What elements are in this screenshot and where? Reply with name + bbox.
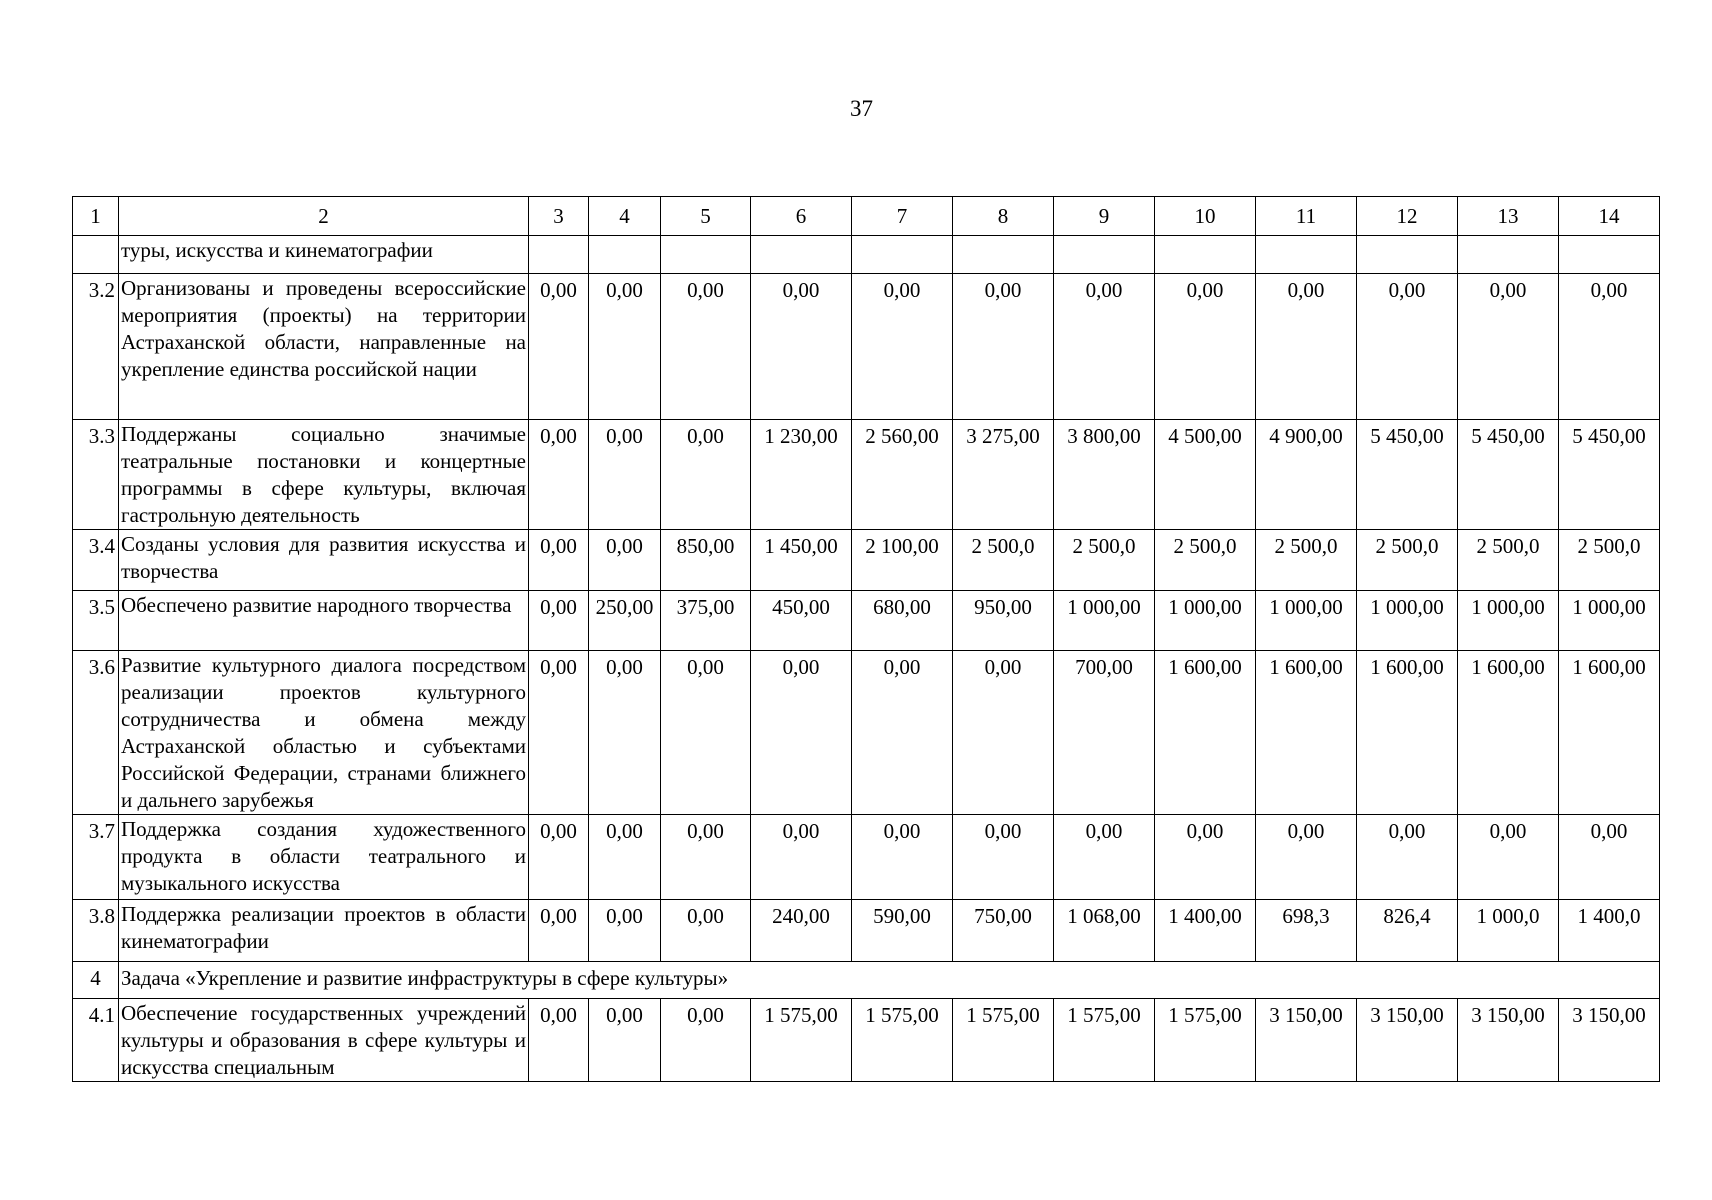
value-cell-col-4 xyxy=(589,236,661,274)
value-cell-col-9: 0,00 xyxy=(1054,274,1155,420)
row-number: 3.8 xyxy=(73,900,119,962)
column-header-2: 2 xyxy=(119,197,529,236)
row-number: 3.6 xyxy=(73,651,119,815)
value-cell-col-6: 0,00 xyxy=(751,815,852,900)
value-cell-col-7: 590,00 xyxy=(852,900,953,962)
column-header-3: 3 xyxy=(529,197,589,236)
row-number: 3.3 xyxy=(73,420,119,530)
value-cell-col-4: 0,00 xyxy=(589,900,661,962)
value-cell-col-4: 0,00 xyxy=(589,274,661,420)
row-number: 4.1 xyxy=(73,999,119,1082)
value-cell-col-11: 0,00 xyxy=(1256,815,1357,900)
value-cell-col-9: 1 068,00 xyxy=(1054,900,1155,962)
value-cell-col-3 xyxy=(529,236,589,274)
row-number: 3.5 xyxy=(73,591,119,651)
column-header-5: 5 xyxy=(661,197,751,236)
value-cell-col-12: 3 150,00 xyxy=(1357,999,1458,1082)
value-cell-col-11: 1 000,00 xyxy=(1256,591,1357,651)
row-description: Поддержка создания художественного продукта в области театрального и музыкального искусства xyxy=(119,815,529,900)
row-description: Поддержка реализации проектов в области кинематографии xyxy=(119,900,529,962)
value-cell-col-14: 0,00 xyxy=(1559,815,1660,900)
value-cell-col-9: 1 575,00 xyxy=(1054,999,1155,1082)
task-row xyxy=(73,962,1660,999)
row-description: Поддержаны социально значимые театральные постановки и концертные программы в сфере культуры, включая гастрольную деятельность xyxy=(119,420,529,530)
value-cell-col-6: 1 575,00 xyxy=(751,999,852,1082)
value-cell-col-6: 1 450,00 xyxy=(751,530,852,591)
row-number xyxy=(73,236,119,274)
value-cell-col-7: 680,00 xyxy=(852,591,953,651)
value-cell-col-11: 0,00 xyxy=(1256,274,1357,420)
value-cell-col-9: 1 000,00 xyxy=(1054,591,1155,651)
value-cell-col-7 xyxy=(852,236,953,274)
column-header-12: 12 xyxy=(1357,197,1458,236)
value-cell-col-13: 1 000,00 xyxy=(1458,591,1559,651)
table-row xyxy=(73,530,1660,591)
value-cell-col-8: 0,00 xyxy=(953,651,1054,815)
value-cell-col-3: 0,00 xyxy=(529,591,589,651)
value-cell-col-11: 2 500,0 xyxy=(1256,530,1357,591)
page-number: 37 xyxy=(850,96,873,121)
value-cell-col-6: 0,00 xyxy=(751,274,852,420)
value-cell-col-12: 0,00 xyxy=(1357,815,1458,900)
row-description: Организованы и проведены всероссийские мероприятия (проекты) на территории Астраханской области, направленные на укрепление единства российской нации xyxy=(119,274,529,420)
value-cell-col-10 xyxy=(1155,236,1256,274)
value-cell-col-8: 950,00 xyxy=(953,591,1054,651)
value-cell-col-11 xyxy=(1256,236,1357,274)
value-cell-col-14: 0,00 xyxy=(1559,274,1660,420)
header-row xyxy=(73,197,1660,236)
value-cell-col-7: 2 560,00 xyxy=(852,420,953,530)
value-cell-col-4: 0,00 xyxy=(589,651,661,815)
value-cell-col-7: 1 575,00 xyxy=(852,999,953,1082)
row-description: Развитие культурного диалога посредством реализации проектов культурного сотрудничества и обмена между Астраханской областью и субъектами Российской Федерации, странами ближнего и дальнего зарубежья xyxy=(119,651,529,815)
value-cell-col-13: 1 600,00 xyxy=(1458,651,1559,815)
value-cell-col-6: 450,00 xyxy=(751,591,852,651)
value-cell-col-9: 0,00 xyxy=(1054,815,1155,900)
value-cell-col-8: 0,00 xyxy=(953,274,1054,420)
value-cell-col-4: 250,00 xyxy=(589,591,661,651)
value-cell-col-6: 1 230,00 xyxy=(751,420,852,530)
value-cell-col-4: 0,00 xyxy=(589,815,661,900)
value-cell-col-12: 1 000,00 xyxy=(1357,591,1458,651)
table-row xyxy=(73,591,1660,651)
value-cell-col-10: 0,00 xyxy=(1155,274,1256,420)
value-cell-col-10: 2 500,0 xyxy=(1155,530,1256,591)
value-cell-col-7: 2 100,00 xyxy=(852,530,953,591)
value-cell-col-12: 0,00 xyxy=(1357,274,1458,420)
row-number: 3.4 xyxy=(73,530,119,591)
value-cell-col-13: 5 450,00 xyxy=(1458,420,1559,530)
value-cell-col-12: 5 450,00 xyxy=(1357,420,1458,530)
value-cell-col-9 xyxy=(1054,236,1155,274)
value-cell-col-12: 2 500,0 xyxy=(1357,530,1458,591)
value-cell-col-4: 0,00 xyxy=(589,420,661,530)
column-header-8: 8 xyxy=(953,197,1054,236)
value-cell-col-10: 1 000,00 xyxy=(1155,591,1256,651)
value-cell-col-8: 0,00 xyxy=(953,815,1054,900)
value-cell-col-7: 0,00 xyxy=(852,651,953,815)
value-cell-col-14 xyxy=(1559,236,1660,274)
column-header-1: 1 xyxy=(73,197,119,236)
value-cell-col-12: 826,4 xyxy=(1357,900,1458,962)
value-cell-col-5: 0,00 xyxy=(661,815,751,900)
value-cell-col-5: 0,00 xyxy=(661,651,751,815)
value-cell-col-14: 1 000,00 xyxy=(1559,591,1660,651)
table-row xyxy=(73,815,1660,900)
column-header-6: 6 xyxy=(751,197,852,236)
value-cell-col-13: 3 150,00 xyxy=(1458,999,1559,1082)
value-cell-col-14: 1 600,00 xyxy=(1559,651,1660,815)
value-cell-col-8: 3 275,00 xyxy=(953,420,1054,530)
column-header-10: 10 xyxy=(1155,197,1256,236)
value-cell-col-13 xyxy=(1458,236,1559,274)
column-header-13: 13 xyxy=(1458,197,1559,236)
table-row xyxy=(73,274,1660,420)
value-cell-col-5: 0,00 xyxy=(661,274,751,420)
value-cell-col-3: 0,00 xyxy=(529,530,589,591)
value-cell-col-6: 0,00 xyxy=(751,651,852,815)
value-cell-col-10: 4 500,00 xyxy=(1155,420,1256,530)
value-cell-col-7: 0,00 xyxy=(852,815,953,900)
task-title: Задача «Укрепление и развитие инфраструктуры в сфере культуры» xyxy=(119,962,1660,999)
value-cell-col-10: 1 400,00 xyxy=(1155,900,1256,962)
value-cell-col-11: 1 600,00 xyxy=(1256,651,1357,815)
value-cell-col-4: 0,00 xyxy=(589,999,661,1082)
value-cell-col-5: 850,00 xyxy=(661,530,751,591)
value-cell-col-8 xyxy=(953,236,1054,274)
value-cell-col-13: 1 000,0 xyxy=(1458,900,1559,962)
value-cell-col-10: 0,00 xyxy=(1155,815,1256,900)
value-cell-col-3: 0,00 xyxy=(529,815,589,900)
value-cell-col-3: 0,00 xyxy=(529,900,589,962)
value-cell-col-10: 1 575,00 xyxy=(1155,999,1256,1082)
value-cell-col-9: 2 500,0 xyxy=(1054,530,1155,591)
value-cell-col-10: 1 600,00 xyxy=(1155,651,1256,815)
value-cell-col-6: 240,00 xyxy=(751,900,852,962)
value-cell-col-8: 2 500,0 xyxy=(953,530,1054,591)
row-description: Обеспечено развитие народного творчества xyxy=(119,591,529,651)
value-cell-col-11: 3 150,00 xyxy=(1256,999,1357,1082)
value-cell-col-3: 0,00 xyxy=(529,651,589,815)
column-header-9: 9 xyxy=(1054,197,1155,236)
table-row xyxy=(73,900,1660,962)
value-cell-col-3: 0,00 xyxy=(529,999,589,1082)
value-cell-col-5: 375,00 xyxy=(661,591,751,651)
row-description: Обеспечение государственных учреждений культуры и образования в сфере культуры и искусства специальным xyxy=(119,999,529,1082)
value-cell-col-13: 2 500,0 xyxy=(1458,530,1559,591)
row-number: 3.2 xyxy=(73,274,119,420)
value-cell-col-9: 700,00 xyxy=(1054,651,1155,815)
row-number: 3.7 xyxy=(73,815,119,900)
value-cell-col-13: 0,00 xyxy=(1458,815,1559,900)
value-cell-col-14: 5 450,00 xyxy=(1559,420,1660,530)
row-description: туры, искусства и кинематографии xyxy=(119,236,529,274)
value-cell-col-8: 750,00 xyxy=(953,900,1054,962)
table-row xyxy=(73,999,1660,1082)
value-cell-col-13: 0,00 xyxy=(1458,274,1559,420)
value-cell-col-12: 1 600,00 xyxy=(1357,651,1458,815)
value-cell-col-8: 1 575,00 xyxy=(953,999,1054,1082)
column-header-4: 4 xyxy=(589,197,661,236)
value-cell-col-5: 0,00 xyxy=(661,420,751,530)
indicators-table xyxy=(72,196,1660,1082)
value-cell-col-11: 698,3 xyxy=(1256,900,1357,962)
value-cell-col-5: 0,00 xyxy=(661,999,751,1082)
value-cell-col-3: 0,00 xyxy=(529,274,589,420)
value-cell-col-5: 0,00 xyxy=(661,900,751,962)
column-header-7: 7 xyxy=(852,197,953,236)
row-number: 4 xyxy=(73,962,119,999)
table-row xyxy=(73,420,1660,530)
row-description: Созданы условия для развития искусства и творчества xyxy=(119,530,529,591)
column-header-14: 14 xyxy=(1559,197,1660,236)
value-cell-col-11: 4 900,00 xyxy=(1256,420,1357,530)
value-cell-col-14: 2 500,0 xyxy=(1559,530,1660,591)
table-row xyxy=(73,651,1660,815)
table-row xyxy=(73,236,1660,274)
value-cell-col-7: 0,00 xyxy=(852,274,953,420)
value-cell-col-12 xyxy=(1357,236,1458,274)
value-cell-col-14: 3 150,00 xyxy=(1559,999,1660,1082)
value-cell-col-3: 0,00 xyxy=(529,420,589,530)
value-cell-col-4: 0,00 xyxy=(589,530,661,591)
value-cell-col-5 xyxy=(661,236,751,274)
value-cell-col-6 xyxy=(751,236,852,274)
value-cell-col-14: 1 400,0 xyxy=(1559,900,1660,962)
value-cell-col-9: 3 800,00 xyxy=(1054,420,1155,530)
column-header-11: 11 xyxy=(1256,197,1357,236)
